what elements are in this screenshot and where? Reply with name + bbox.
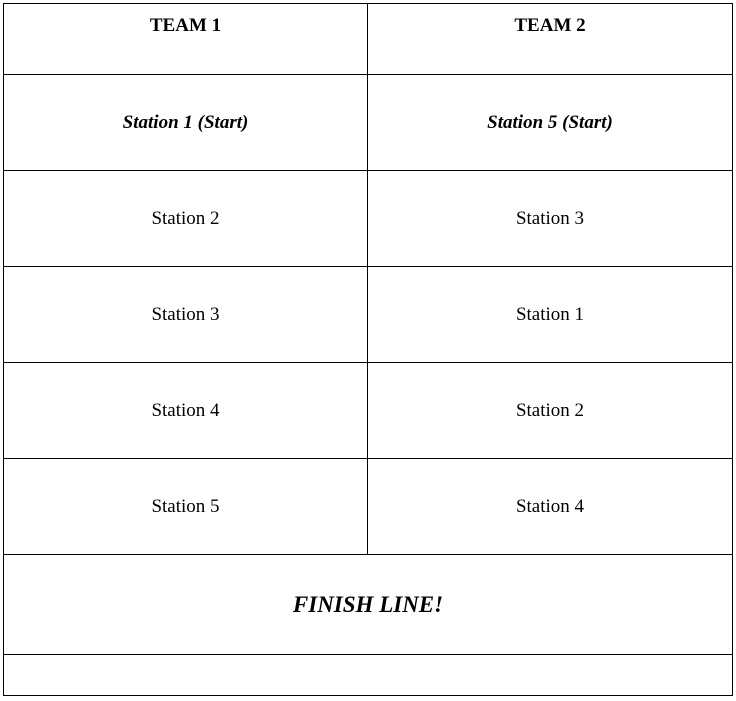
document-page (3, 3, 733, 696)
table-row (4, 459, 733, 555)
team-1-header: TEAM 1 (149, 15, 222, 36)
team-1-station-cell: Station 2 (4, 171, 368, 267)
table-row (4, 267, 733, 363)
team-1-start-cell: Station 1 (Start) (4, 75, 368, 171)
team-2-header-cell (368, 4, 733, 75)
table-row (4, 363, 733, 459)
team-1-station-cell: Station 5 (4, 459, 368, 555)
team-2-header: TEAM 2 (514, 15, 586, 36)
relay-rotation-table (3, 3, 733, 696)
finish-line-cell: FINISH LINE! (4, 555, 733, 655)
blank-cell (4, 655, 733, 696)
team-1-station-cell: Station 3 (4, 267, 368, 363)
team-2-station-cell: Station 3 (368, 171, 733, 267)
team-1-station-cell: Station 4 (4, 363, 368, 459)
team-2-station-cell: Station 4 (368, 459, 733, 555)
finish-row (4, 555, 733, 655)
team-2-station-cell: Station 2 (368, 363, 733, 459)
team-2-station-cell: Station 1 (368, 267, 733, 363)
table-row (4, 171, 733, 267)
blank-row (4, 655, 733, 696)
team-2-start-cell: Station 5 (Start) (368, 75, 733, 171)
start-row (4, 75, 733, 171)
team-1-header-cell (4, 4, 368, 75)
header-row (4, 4, 733, 75)
